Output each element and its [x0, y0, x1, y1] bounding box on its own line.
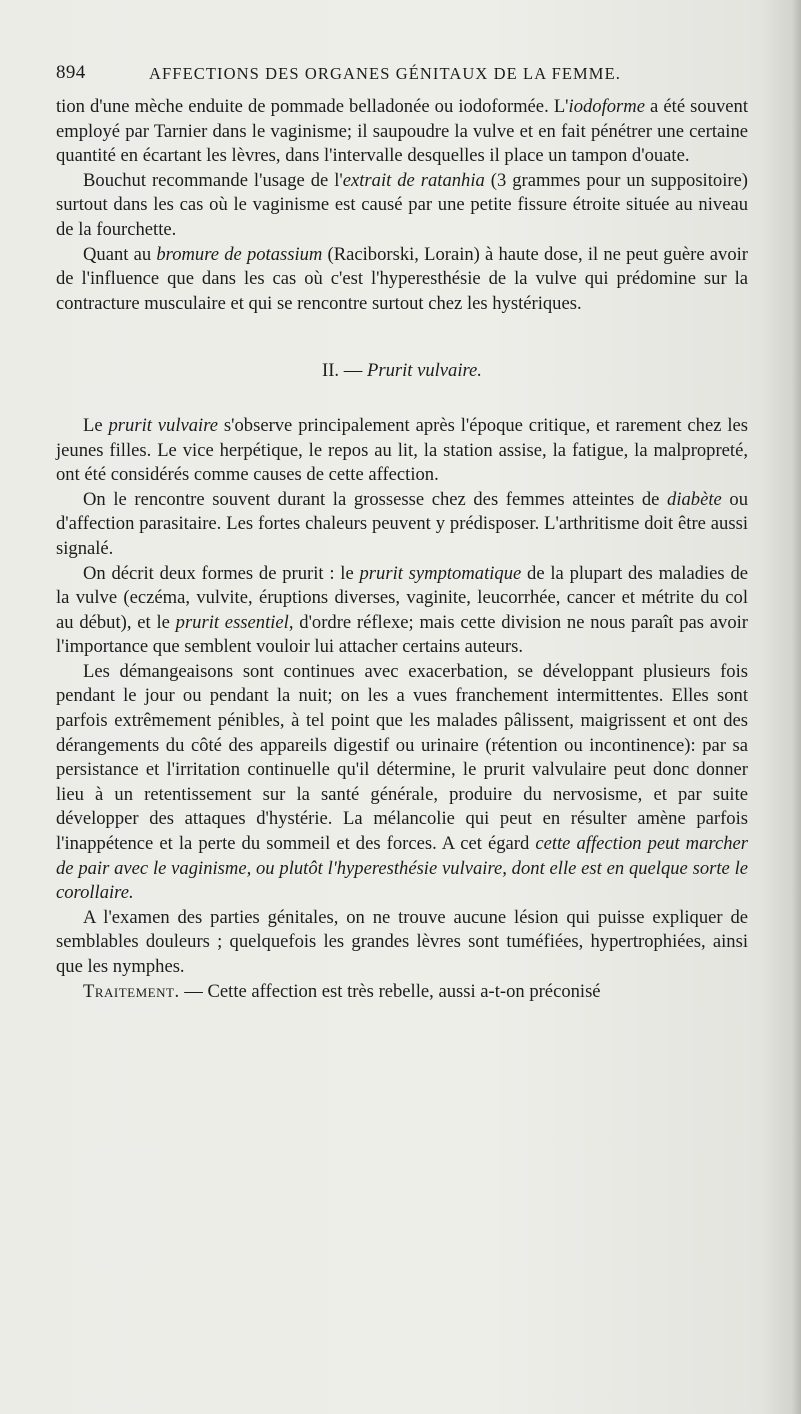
text-run: s'observe principalement après l'époque critique, et rarement chez les jeunes filles. Le vice herpétique, le repos au lit, la station assise, la fatigue, la malpropreté, ont été considérés comme causes de cette affection. [56, 414, 748, 486]
paragraph [56, 95, 748, 169]
italic-text: prurit essentiel [175, 611, 289, 633]
italic-text: bromure de potassium [156, 243, 323, 265]
italic-text: extrait de ratanhia [342, 169, 485, 191]
text-run: L' [553, 96, 569, 117]
text-run: (Raciborski, Lorain) à haute dose, il ne peut guère avoir de l'influence que dans les cas où c'est l'hyperesthésie de la vulve qui prédomine sur la contracture musculaire et qui se rencontre surtout chez les hystériques. [56, 243, 748, 314]
paragraph [56, 488, 748, 562]
running-header [56, 62, 736, 88]
text-run: (3 grammes pour un suppositoire) surtout dans les cas où le vaginisme est causé par une petite fissure étroite située au niveau de la fourchette. [56, 169, 748, 240]
italic-text: diabète [667, 488, 722, 510]
paragraph [56, 414, 748, 488]
text-run: Bouchut recommande l'usage de l' [83, 169, 343, 191]
italic-text: prurit symptomatique [359, 562, 522, 584]
italic-text: prurit vulvaire [108, 414, 219, 436]
text-run: Les démangeaisons sont continues avec exacerbation, se développant plusieurs fois pendant le jour ou pendant la nuit; on les a vues franchement intermittentes. Elles sont parfois extrêmement pénibles, à tel point que les malades pâlissent, maigrissent et ont des dérangements du côté des appareils digestif ou urinaire (rétention ou incontinence): par sa persistance et l'irritation continuelle qu'il détermine, le prurit valvulaire peut donc donner lieu à un retentissement sur la santé générale, produire du nervosisme, et par suite développer des attaques d'hystérie. La mélancolie qui peut en résulter amène parfois l'inappétence et la perte du sommeil et des forces. A cet égard [56, 660, 748, 855]
paragraph [56, 980, 748, 1005]
running-title: AFFECTIONS DES ORGANES GÉNITAUX DE LA FEMME. [149, 64, 621, 83]
text-run: On le rencontre souvent durant la grossesse chez des femmes atteintes de [83, 488, 668, 510]
text-run: On décrit deux formes de prurit : le [83, 562, 360, 584]
body-text [56, 95, 748, 1004]
italic-text: iodoforme [568, 96, 645, 117]
paragraph [56, 562, 748, 660]
section-heading [56, 359, 748, 384]
text-run: II. — [322, 360, 367, 382]
text-run: de la plupart des maladies de la vulve (eczéma, vulvite, éruptions diverses, vaginite, leucorrhée, cancer et métrite du col au début), et le [56, 562, 748, 633]
text-run: A l'examen des parties génitales, on ne trouve aucune lésion qui puisse expliquer de semblables douleurs ; quelquefois les grandes lèvres sont tuméfiées, hypertrophiées, ainsi que les nymphes. [56, 906, 748, 977]
italic-text: Prurit vulvaire. [366, 360, 482, 382]
page-edge-shadow [791, 0, 801, 1414]
text-run: ou d'affection parasitaire. Les fortes chaleurs peuvent y prédisposer. L'arthritisme doit être aussi signalé. [56, 488, 748, 559]
text-run: Le [83, 414, 109, 436]
paragraph [56, 169, 748, 243]
paragraph [56, 906, 748, 980]
text-run: Quant au [83, 243, 157, 265]
text-run: a été souvent employé par Tarnier dans le vaginisme; il saupoudre la vulve et en fait pénétrer une certaine quantité en écartant les lèvres, dans l'intervalle desquelles il place un tampon d'ouate. [56, 96, 748, 167]
page-number: 894 [56, 62, 86, 83]
text-run: tion d'une mèche enduite de pommade belladonée ou iodoformée. [56, 96, 554, 117]
paragraph [56, 660, 748, 906]
text-run: Traitement. [83, 980, 180, 1002]
paragraph [56, 243, 748, 317]
text-run: , d'ordre réflexe; mais cette division ne nous paraît pas avoir l'importance que semblent vouloir lui attacher certains auteurs. [56, 611, 748, 658]
italic-text: cette affection peut marcher de pair avec le vaginisme, ou plutôt l'hyperesthésie vulvaire, dont elle est en quelque sorte le corollaire. [56, 833, 748, 904]
text-run: — Cette affection est très rebelle, aussi a-t-on préconisé [179, 980, 601, 1002]
